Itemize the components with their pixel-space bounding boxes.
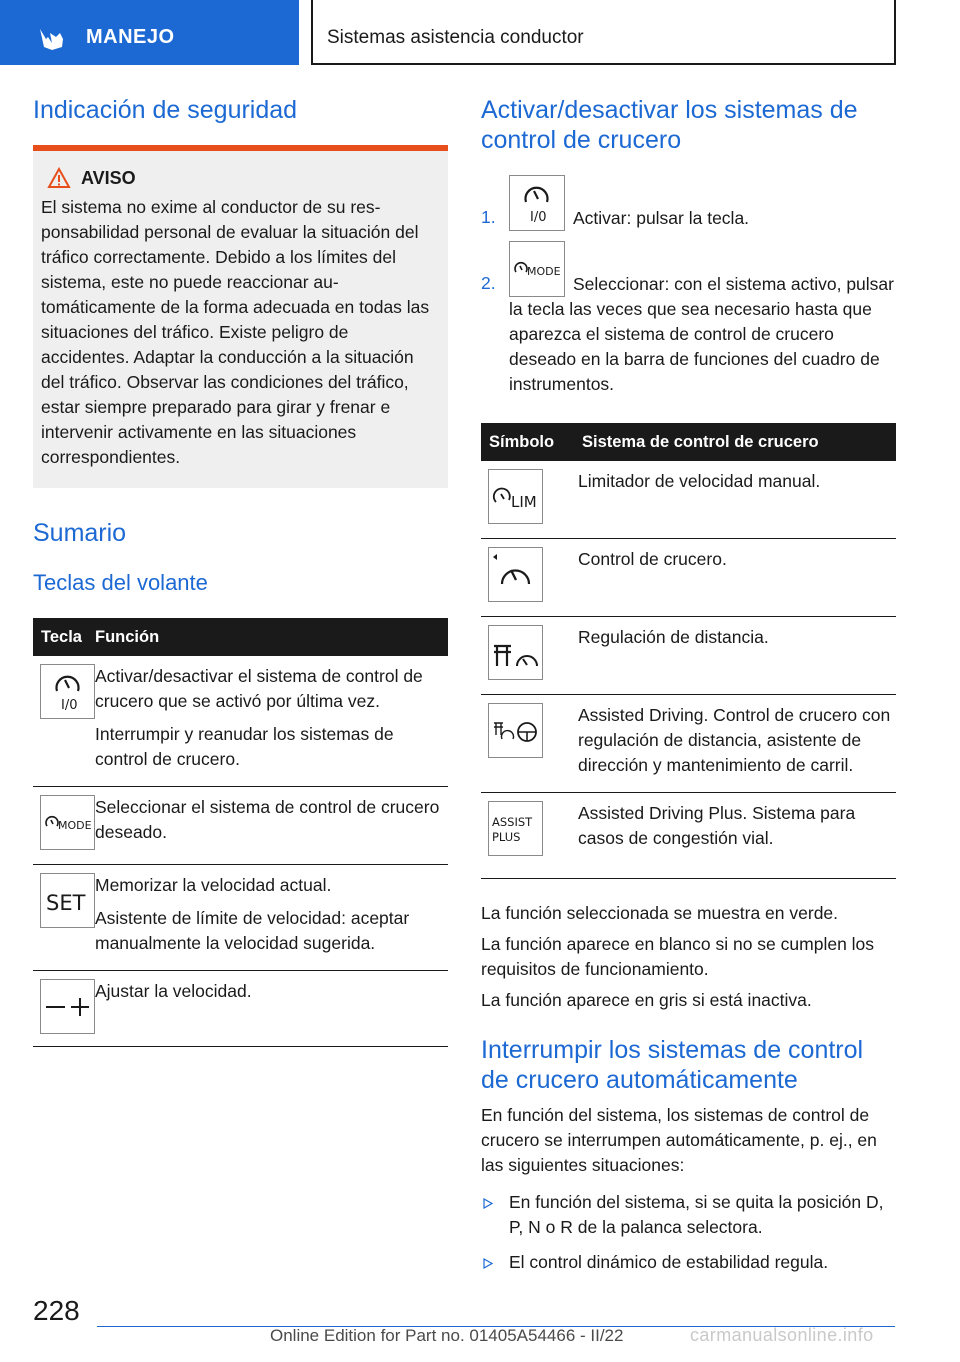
triangle-bullet-icon: [483, 1258, 493, 1269]
svg-text:MODE: MODE: [527, 265, 561, 278]
safety-title: Indicación de seguridad: [33, 96, 298, 124]
speed-limiter-lim-icon: [488, 469, 543, 524]
speedometer-mode-icon: [40, 795, 95, 850]
step-text: Seleccionar: con el sistema activo, pulsar la tecla las veces que sea necesario hasta que aparezca el sistema de control de crucero deseado en la barra de funciones del cuadro de instrumentos.: [509, 274, 894, 394]
triangle-bullet-icon: [483, 1198, 493, 1209]
assist-plus-icon: [488, 801, 543, 856]
function-text: Asistente de límite de velocidad: aceptar manualmente la velocidad sugerida.: [95, 908, 410, 953]
warning-label: AVISO: [81, 167, 136, 188]
table-row: [33, 971, 448, 1047]
note-text: La función seleccionada se muestra en verde.: [481, 903, 839, 923]
function-text: Memorizar la velocidad actual.: [95, 875, 332, 895]
svg-text:I/0: I/0: [530, 210, 547, 225]
cruise-control-icon: [488, 547, 543, 602]
step-text: Activar: pulsar la tecla.: [573, 208, 750, 228]
lim-label: LIM: [511, 493, 537, 511]
minus-plus-icon: [40, 979, 95, 1034]
step-number: 1.: [481, 207, 496, 227]
chapter-header: [311, 0, 896, 65]
left-column: [33, 95, 448, 1047]
svg-text:MODE: MODE: [58, 819, 92, 832]
function-text: Seleccionar el sistema de control de crucero deseado.: [95, 797, 440, 842]
table-row: [481, 793, 896, 879]
note-text: La función aparece en blanco si no se cumplen los requisitos de funcionamiento.: [481, 934, 875, 979]
symbols-table: [481, 423, 896, 879]
table-header: Símbolo: [481, 423, 578, 461]
footer-edition: Online Edition for Part no. 01405A54466 - II/22: [270, 1326, 624, 1345]
table-row: [33, 656, 448, 787]
section-header: [0, 0, 299, 65]
interrupt-intro: En función del sistema, los sistemas de control de crucero se interrumpen automáticamente, p. ej., en las siguientes situaciones:: [481, 1105, 877, 1175]
warning-text: El sistema no exime al conductor de su responsabilidad personal de evaluar la situación del tráfico correctamente. Debido a los límites del sistema, este no puede reaccionar automáticamente de la forma adecuada en todas las situaciones del tráfico. Existe peligro de accidentes. Adaptar la conducción a la situación del tráfico. Observar las condiciones del tráfico, estar siempre preparado para girar y frenar e intervenir activamente en las situaciones correspondientes.: [41, 197, 430, 467]
chapter-title: Sistemas asistencia conductor: [327, 27, 584, 48]
warning-triangle-icon: [47, 167, 71, 189]
right-column: [481, 95, 896, 1275]
symbol-text: Regulación de distancia.: [578, 627, 769, 647]
table-header: Tecla: [33, 618, 95, 656]
activate-title: Activar/desactivar los sistemas de control de crucero: [481, 96, 858, 154]
table-header: Función: [95, 618, 448, 656]
interrupt-title: Interrumpir los sistemas de control de crucero automáticamente: [481, 1036, 864, 1094]
svg-text:ASSIST: ASSIST: [492, 815, 533, 829]
svg-text:I/0: I/0: [61, 698, 78, 713]
warning-box: [33, 145, 448, 488]
table-row: [33, 787, 448, 865]
set-icon-label: SET: [46, 891, 86, 915]
symbol-text: Assisted Driving Plus. Sistema para casos de congestión vial.: [578, 803, 856, 848]
table-row: [33, 865, 448, 971]
step-item: [481, 175, 896, 231]
list-item-text: En función del sistema, si se quita la posición D, P, N o R de la palanca selectora.: [509, 1192, 884, 1237]
list-item-text: El control dinámico de estabilidad regula.: [509, 1252, 829, 1272]
distance-control-icon: [488, 625, 543, 680]
table-header: Sistema de control de crucero: [578, 423, 896, 461]
assisted-driving-icon: [488, 703, 543, 758]
step-number: 2.: [481, 273, 496, 293]
symbol-text: Control de crucero.: [578, 549, 727, 569]
section-title: MANEJO: [86, 26, 175, 48]
symbol-text: Assisted Driving. Control de crucero con regulación de distancia, asistente de dirección y mantenimiento de carril.: [578, 705, 891, 775]
function-text: Interrumpir y reanudar los sistemas de control de crucero.: [95, 724, 394, 769]
svg-text:PLUS: PLUS: [492, 830, 521, 844]
function-text: Ajustar la velocidad.: [95, 981, 252, 1001]
watermark: carmanualsonline.info: [690, 1325, 874, 1345]
page-number: 228: [33, 1295, 80, 1326]
table-row: [481, 617, 896, 695]
step-item: [481, 241, 896, 397]
speedometer-mode-icon: [509, 241, 565, 297]
symbol-text: Limitador de velocidad manual.: [578, 471, 821, 491]
table-row: [481, 695, 896, 793]
summary-title: Sumario: [33, 519, 127, 547]
steering-hand-icon: [36, 23, 66, 51]
table-row: [481, 461, 896, 539]
set-icon: [40, 873, 95, 928]
list-item: [481, 1190, 896, 1240]
list-item: [481, 1250, 896, 1275]
keys-table: [33, 618, 448, 1047]
table-row: [481, 539, 896, 617]
speedometer-i0-icon: [509, 175, 565, 231]
speedometer-i0-icon: [40, 664, 95, 719]
note-text: La función aparece en gris si está inactiva.: [481, 990, 812, 1010]
keys-title: Teclas del volante: [33, 570, 208, 595]
function-text: Activar/desactivar el sistema de control de crucero que se activó por última vez.: [95, 666, 423, 711]
